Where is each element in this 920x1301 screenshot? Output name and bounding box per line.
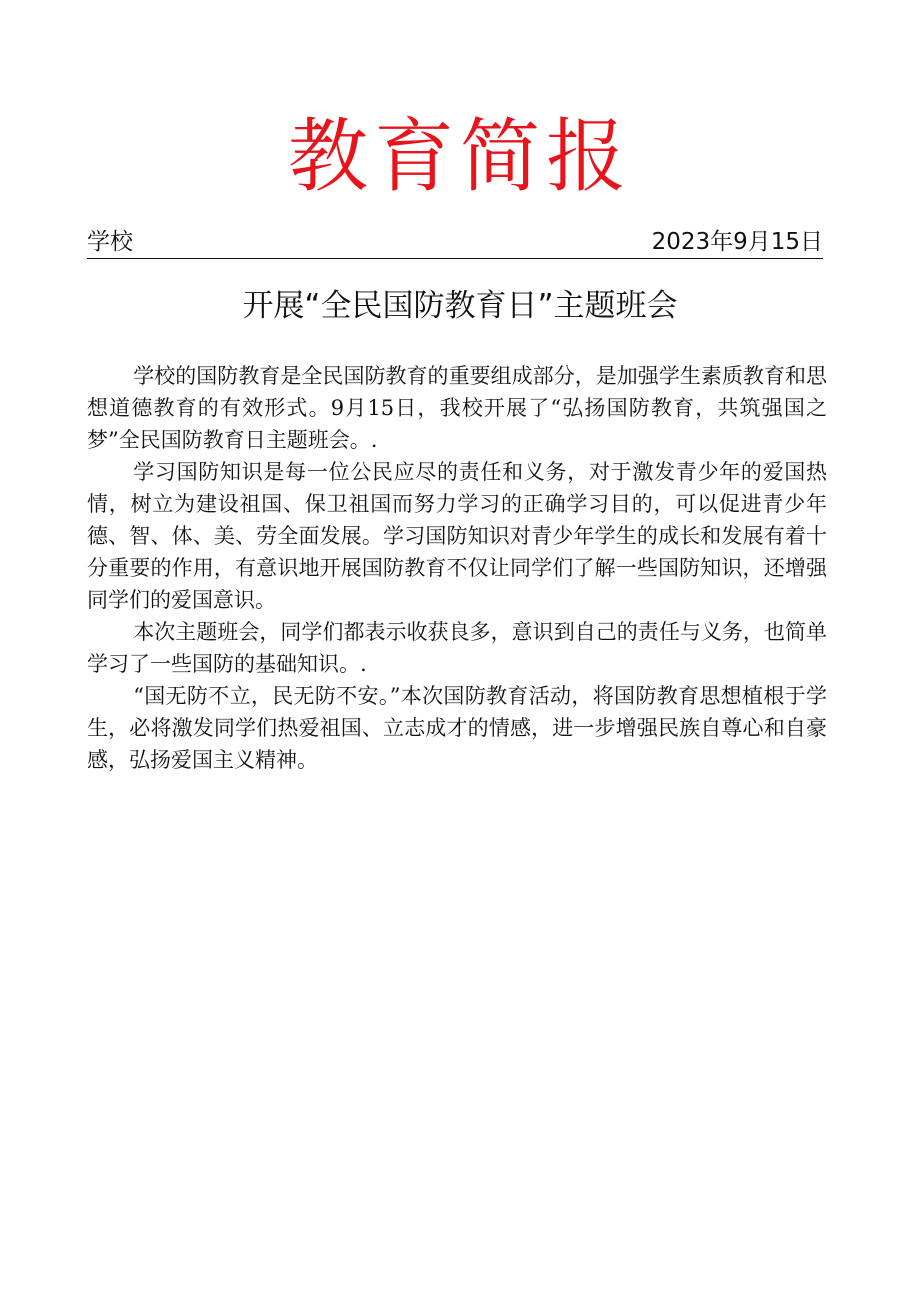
article-body: [87, 360, 827, 776]
paragraph: 本次主题班会，同学们都表示收获良多，意识到自己的责任与义务，也简单学习了一些国防的基础知识。.: [87, 620, 827, 676]
school-label: 学校: [87, 229, 133, 255]
article-title: 开展“全民国防教育日”主题班会: [242, 288, 678, 324]
issue-date: 2023年9月15日: [651, 229, 823, 255]
paragraph: “国无防不立，民无防不安。”本次国防教育活动，将国防教育思想植根于学生，必将激发同学们热爱祖国、立志成才的情感，进一步增强民族自尊心和自豪感，弘扬爱国主义精神。: [87, 684, 827, 772]
meta-line: [87, 226, 823, 259]
paragraph: 学习国防知识是每一位公民应尽的责任和义务，对于激发青少年的爱国热情，树立为建设祖国、保卫祖国而努力学习的正确学习目的，可以促进青少年德、智、体、美、劳全面发展。学习国防知识对青少年学生的成长和发展有着十分重要的作用，有意识地开展国防教育不仅让同学们了解一些国防知识，还增强同学们的爱国意识。: [87, 460, 827, 612]
paragraph: 学校的国防教育是全民国防教育的重要组成部分，是加强学生素质教育和思想道德教育的有效形式。9月15日，我校开展了“弘扬国防教育，共筑强国之梦”全民国防教育日主题班会。.: [87, 364, 827, 452]
newsletter-masthead: 教育简报: [288, 110, 632, 203]
